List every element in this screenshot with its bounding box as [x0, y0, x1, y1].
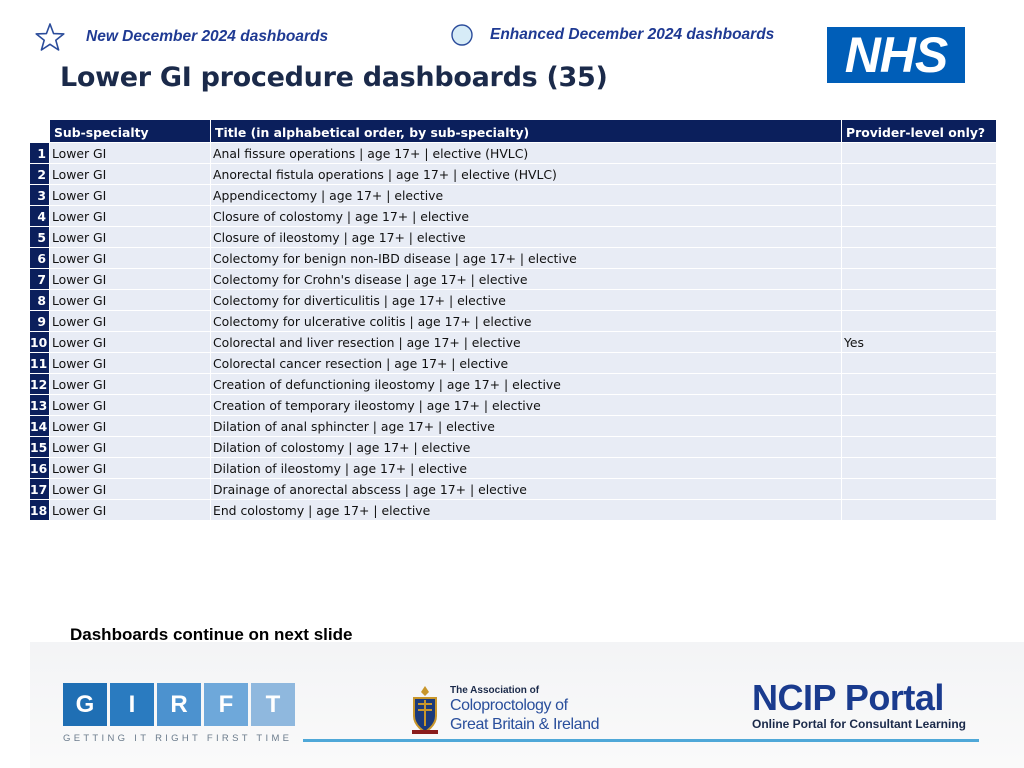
table-row — [30, 479, 997, 500]
girft-letters — [63, 683, 295, 726]
legend-enhanced-label: Enhanced December 2024 dashboards — [490, 26, 775, 43]
nhs-logo — [827, 27, 965, 83]
subspecialty-cell: Lower GI — [50, 248, 211, 269]
acgbi-logo — [408, 682, 599, 736]
provider-cell — [842, 311, 997, 332]
title-cell: Colectomy for ulcerative colitis | age 17+ | elective — [211, 311, 842, 332]
row-number: 4 — [30, 206, 50, 227]
provider-cell — [842, 416, 997, 437]
title-cell: Colectomy for Crohn's disease | age 17+ | elective — [211, 269, 842, 290]
table-row — [30, 269, 997, 290]
column-header: Sub-specialty — [50, 120, 211, 143]
girft-letter: F — [204, 683, 248, 726]
provider-cell — [842, 374, 997, 395]
column-header: Provider-level only? — [842, 120, 997, 143]
legend — [34, 22, 814, 52]
title-cell: Anal fissure operations | age 17+ | elective (HVLC) — [211, 143, 842, 164]
girft-letter: R — [157, 683, 201, 726]
subspecialty-cell: Lower GI — [50, 416, 211, 437]
ncip-logo — [752, 677, 967, 731]
provider-cell — [842, 479, 997, 500]
provider-cell: Yes — [842, 332, 997, 353]
row-number: 7 — [30, 269, 50, 290]
table-row — [30, 290, 997, 311]
table-row — [30, 143, 997, 164]
row-number: 3 — [30, 185, 50, 206]
subspecialty-cell: Lower GI — [50, 374, 211, 395]
crest-icon — [408, 682, 442, 736]
table-row — [30, 332, 997, 353]
title-cell: Dilation of ileostomy | age 17+ | elective — [211, 458, 842, 479]
row-number: 10 — [30, 332, 50, 353]
girft-letter: T — [251, 683, 295, 726]
girft-letter: G — [63, 683, 107, 726]
continue-note: Dashboards continue on next slide — [70, 625, 353, 644]
column-header: Title (in alphabetical order, by sub-specialty) — [211, 120, 842, 143]
row-number: 12 — [30, 374, 50, 395]
row-number: 13 — [30, 395, 50, 416]
legend-new-label: New December 2024 dashboards — [86, 28, 329, 45]
row-number: 2 — [30, 164, 50, 185]
provider-cell — [842, 143, 997, 164]
row-number: 5 — [30, 227, 50, 248]
provider-cell — [842, 185, 997, 206]
title-cell: Closure of colostomy | age 17+ | elective — [211, 206, 842, 227]
table-row — [30, 164, 997, 185]
title-cell: Appendicectomy | age 17+ | elective — [211, 185, 842, 206]
provider-cell — [842, 206, 997, 227]
row-number: 18 — [30, 500, 50, 521]
row-number: 8 — [30, 290, 50, 311]
table-row — [30, 353, 997, 374]
title-cell: Dilation of colostomy | age 17+ | elective — [211, 437, 842, 458]
subspecialty-cell: Lower GI — [50, 332, 211, 353]
table-row — [30, 206, 997, 227]
acgbi-text — [450, 685, 599, 734]
table-row — [30, 500, 997, 521]
subspecialty-cell: Lower GI — [50, 479, 211, 500]
corner-cell — [30, 120, 50, 143]
footer-rule — [303, 739, 979, 742]
row-number: 1 — [30, 143, 50, 164]
title-cell: End colostomy | age 17+ | elective — [211, 500, 842, 521]
subspecialty-cell: Lower GI — [50, 206, 211, 227]
table-row — [30, 416, 997, 437]
subspecialty-cell: Lower GI — [50, 311, 211, 332]
provider-cell — [842, 458, 997, 479]
legend-new — [34, 22, 328, 52]
provider-cell — [842, 353, 997, 374]
nhs-logo-text: NHS — [844, 27, 948, 83]
subspecialty-cell: Lower GI — [50, 269, 211, 290]
legend-enhanced — [450, 22, 774, 48]
girft-letter: I — [110, 683, 154, 726]
table-row — [30, 458, 997, 479]
page-title: Lower GI procedure dashboards (35) — [60, 62, 608, 93]
girft-logo — [63, 683, 295, 744]
provider-cell — [842, 395, 997, 416]
subspecialty-cell: Lower GI — [50, 290, 211, 311]
subspecialty-cell: Lower GI — [50, 395, 211, 416]
star-icon — [34, 22, 66, 52]
row-number: 17 — [30, 479, 50, 500]
table-row — [30, 395, 997, 416]
table-header-row — [30, 120, 997, 143]
table-row — [30, 227, 997, 248]
title-cell: Colorectal and liver resection | age 17+ | elective — [211, 332, 842, 353]
subspecialty-cell: Lower GI — [50, 500, 211, 521]
row-number: 11 — [30, 353, 50, 374]
title-cell: Colorectal cancer resection | age 17+ | elective — [211, 353, 842, 374]
provider-cell — [842, 227, 997, 248]
title-cell: Creation of defunctioning ileostomy | age 17+ | elective — [211, 374, 842, 395]
girft-tagline: GETTING IT RIGHT FIRST TIME — [63, 733, 293, 744]
title-cell: Closure of ileostomy | age 17+ | elective — [211, 227, 842, 248]
title-cell: Colectomy for benign non-IBD disease | age 17+ | elective — [211, 248, 842, 269]
title-cell: Dilation of anal sphincter | age 17+ | elective — [211, 416, 842, 437]
provider-cell — [842, 248, 997, 269]
acgbi-top: The Association of — [450, 684, 540, 696]
table-row — [30, 374, 997, 395]
row-number: 14 — [30, 416, 50, 437]
table-row — [30, 311, 997, 332]
provider-cell — [842, 290, 997, 311]
row-number: 16 — [30, 458, 50, 479]
subspecialty-cell: Lower GI — [50, 353, 211, 374]
subspecialty-cell: Lower GI — [50, 164, 211, 185]
acgbi-line1: Coloproctology of — [450, 696, 568, 714]
provider-cell — [842, 269, 997, 290]
provider-cell — [842, 500, 997, 521]
row-number: 6 — [30, 248, 50, 269]
row-number: 9 — [30, 311, 50, 332]
provider-cell — [842, 437, 997, 458]
table-row — [30, 248, 997, 269]
subspecialty-cell: Lower GI — [50, 143, 211, 164]
ncip-subtitle: Online Portal for Consultant Learning — [752, 717, 967, 731]
dashboard-table — [29, 119, 997, 521]
circle-icon — [450, 22, 474, 48]
row-number: 15 — [30, 437, 50, 458]
acgbi-line2: Great Britain & Ireland — [450, 715, 600, 733]
table-row — [30, 437, 997, 458]
ncip-title: NCIP Portal — [752, 677, 944, 718]
subspecialty-cell: Lower GI — [50, 185, 211, 206]
subspecialty-cell: Lower GI — [50, 458, 211, 479]
title-cell: Colectomy for diverticulitis | age 17+ | elective — [211, 290, 842, 311]
title-cell: Creation of temporary ileostomy | age 17+ | elective — [211, 395, 842, 416]
title-cell: Anorectal fistula operations | age 17+ | elective (HVLC) — [211, 164, 842, 185]
subspecialty-cell: Lower GI — [50, 437, 211, 458]
table-row — [30, 185, 997, 206]
provider-cell — [842, 164, 997, 185]
subspecialty-cell: Lower GI — [50, 227, 211, 248]
title-cell: Drainage of anorectal abscess | age 17+ | elective — [211, 479, 842, 500]
